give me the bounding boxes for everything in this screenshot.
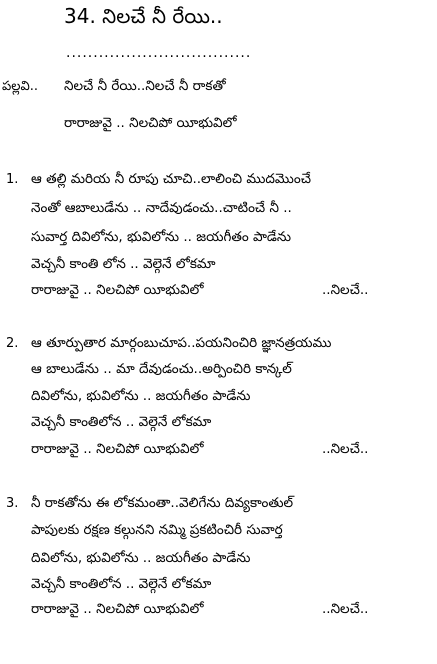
stanza-number: 2. [6, 336, 19, 351]
stanza-line: ఆ బాలుడేను .. మా దేవుడంచు..అర్పించిరి కాన్కల్ [31, 361, 292, 377]
refrain-label: ..నిలచే.. [322, 282, 369, 298]
stanza-number: 1. [6, 172, 19, 187]
pallavi-label: పల్లవి.. [2, 79, 38, 94]
stanza-line: నెంతో ఆబాలుడేను .. నాదేవుడంచు..చాటించే నీ .. [31, 200, 292, 216]
refrain-label: ..నిలచే.. [322, 601, 369, 617]
refrain-label: ..నిలచే.. [322, 441, 369, 457]
stanza-line: రారాజువై .. నిలచిపో యీభువిలో [31, 441, 204, 457]
stanza-line: దివిలోను, భువిలోను .. జయగీతం పాడేను [31, 550, 251, 566]
stanza-line: వెచ్చనీ కాంతి లోన .. వెల్గెనే లోకమా [31, 256, 216, 272]
stanza-line: రారాజువై .. నిలచిపో యీభువిలో [31, 282, 204, 298]
stanza-line: నీ రాకతోను ఈ లోకమంతా..వెలిగేను దివ్యకాంతుల్ [31, 495, 294, 511]
stanza-line: దివిలోను, భువిలోను .. జయగీతం పాడేను [31, 388, 251, 404]
stanza-line: ఆ తూర్పుతార మార్గంబుచూప..పయనించిరి జ్ఞానత్రయము [31, 335, 332, 351]
stanza-line: వెచ్చనీ కాంతిలోన .. వెల్గెనే లోకమా [31, 414, 212, 430]
stanza-number: 3. [6, 496, 19, 511]
separator-dots: .................................. [66, 45, 252, 61]
stanza-line: రారాజువై .. నిలచిపో యీభువిలో [31, 601, 204, 617]
stanza-line: ఆ తల్లి మరియ నీ రూపు చూచి..లాలించి ముదమొంచే [31, 171, 311, 187]
pallavi-line: రారాజువై .. నిలచిపో యీభువిలో [64, 115, 237, 131]
pallavi-line: నిలచే నీ రేయి..నిలచే నీ రాకతో [64, 78, 226, 94]
stanza-line: సువార్త దివిలోను, భువిలోను .. జయగీతం పాడేను [31, 229, 292, 245]
page-title: 34. నిలచే నీ రేయి.. [64, 4, 223, 28]
stanza-line: వెచ్చనీ కాంతిలోన .. వెల్గెనే లోకమా [31, 576, 212, 592]
stanza-line: పాపులకు రక్షణ కల్గునని నమ్మి ప్రకటించిరీ సువార్త [31, 522, 283, 538]
